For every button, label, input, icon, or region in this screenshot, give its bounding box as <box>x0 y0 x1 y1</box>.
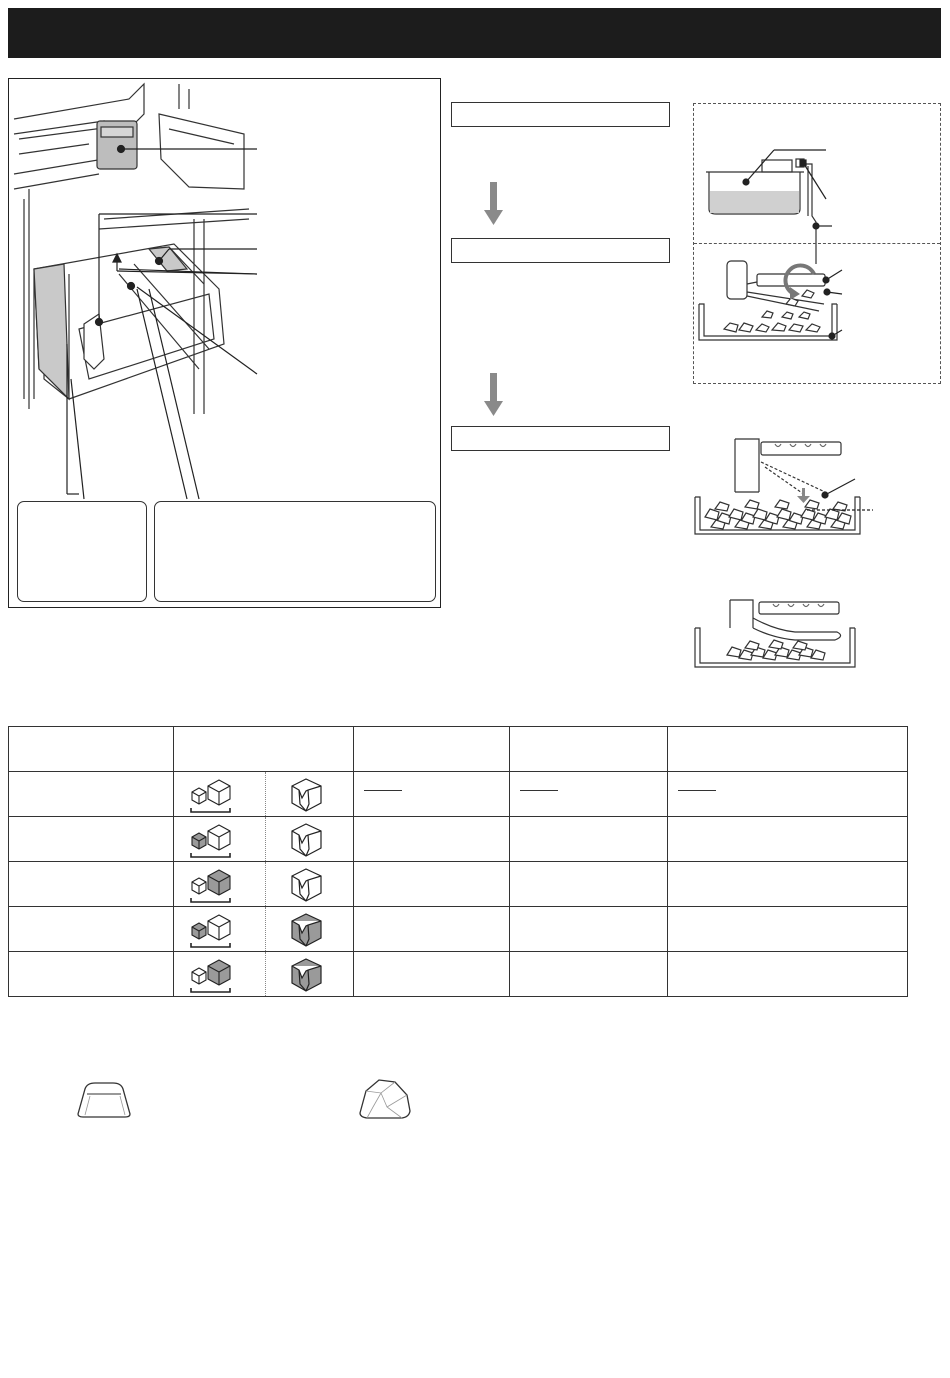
crushed-ice-icon <box>288 911 328 949</box>
cube-size-icon <box>188 866 248 904</box>
table-cell <box>667 907 907 952</box>
process-step-3 <box>451 426 670 451</box>
down-arrow-icon <box>484 373 504 417</box>
table-row <box>9 907 908 952</box>
fridge-illustration-frame <box>8 78 441 608</box>
row-label <box>9 817 174 862</box>
table-header-cell <box>173 727 354 772</box>
dash-mark <box>520 790 558 791</box>
table-cell <box>354 772 510 817</box>
cube-size-icon <box>188 911 248 949</box>
dash-mark <box>678 790 716 791</box>
ice-type-cell <box>173 952 354 997</box>
table-cell <box>510 817 667 862</box>
table-header-cell <box>667 727 907 772</box>
row-label <box>9 772 174 817</box>
ice-maker-diagram-panel <box>693 103 941 384</box>
ice-type-cell <box>173 772 354 817</box>
table-header-cell <box>510 727 667 772</box>
table-cell <box>667 952 907 997</box>
table-cell <box>510 772 667 817</box>
ice-maker-diagram <box>694 104 942 385</box>
cube-size-icon <box>188 956 248 994</box>
table-row <box>9 772 908 817</box>
crushed-ice-icon <box>288 956 328 994</box>
down-arrow-icon <box>484 182 504 226</box>
table-cell <box>354 952 510 997</box>
row-label <box>9 907 174 952</box>
table-cell <box>354 907 510 952</box>
ice-cube-shape-icon <box>75 1077 133 1119</box>
table-cell <box>354 862 510 907</box>
table-header-row <box>9 727 908 772</box>
table-cell <box>510 952 667 997</box>
callout-right <box>154 501 436 602</box>
row-label <box>9 862 174 907</box>
table-row <box>9 817 908 862</box>
crushed-ice-icon <box>288 866 328 904</box>
header-bar <box>8 8 941 58</box>
table-cell <box>667 772 907 817</box>
table-cell <box>667 817 907 862</box>
cube-size-icon <box>188 821 248 859</box>
table-row <box>9 862 908 907</box>
table-header-cell <box>354 727 510 772</box>
row-label <box>9 952 174 997</box>
ice-bin-arm-diagram <box>695 600 855 670</box>
table-cell <box>667 862 907 907</box>
table-cell <box>510 907 667 952</box>
dash-mark <box>364 790 402 791</box>
table-row <box>9 952 908 997</box>
ice-type-cell <box>173 817 354 862</box>
cube-size-icon <box>188 776 248 814</box>
crushed-ice-shape-icon <box>357 1077 413 1121</box>
crushed-ice-icon <box>288 821 328 859</box>
ice-bin-full-diagram <box>695 437 877 537</box>
table-header-cell <box>9 727 174 772</box>
ice-type-cell <box>173 907 354 952</box>
crushed-ice-icon <box>288 776 328 814</box>
ice-type-cell <box>173 862 354 907</box>
process-step-1 <box>451 102 670 127</box>
callout-left <box>17 501 147 602</box>
table-cell <box>354 817 510 862</box>
ice-settings-table <box>8 726 908 997</box>
process-step-2 <box>451 238 670 263</box>
table-cell <box>510 862 667 907</box>
